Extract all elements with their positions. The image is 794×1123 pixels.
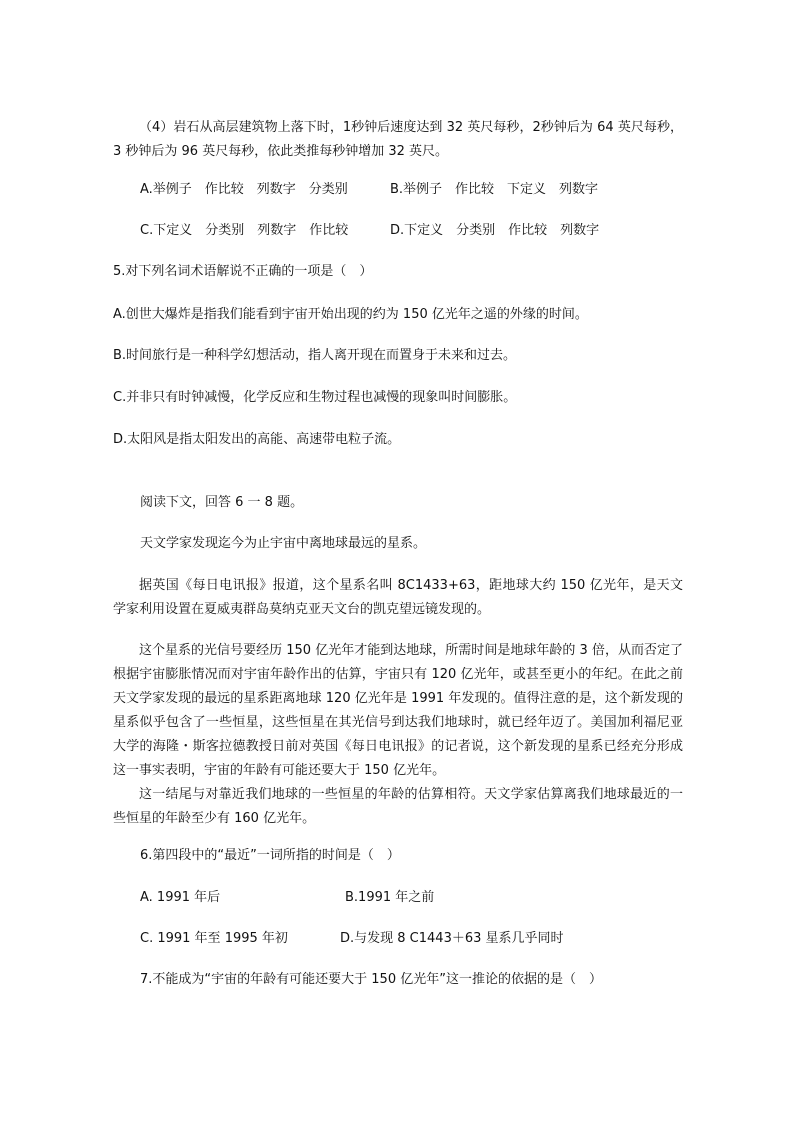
q6-option-b: B.1991 年之前 <box>345 890 435 905</box>
reading-paragraph-2: 这个星系的光信号要经历 150 亿光年才能到达地球，所需时间是地球年龄的 3 倍，从而否定了根据宇宙膨胀情况而对宇宙年龄作出的估算，宇宙只有 120 亿光年，或甚至更小的年纪。在此之前天文学家发现的最远的星系距离地球 120 亿光年是 1991 年发现的。值得注意的是，这个新发现的星系似乎包含了一些恒星，这些恒星在其光信号到达我们地球时，就已经年迈了。美国加利福尼亚大学的海隆・斯客拉德教授日前对英国《每日电讯报》的记者说，这个新发现的星系已经充分形成这一事实表明，宇宙的年龄有可能还要大于 150 亿光年。 <box>113 643 683 778</box>
q7-stem: 7.不能成为“宇宙的年龄有可能还要大于 150 亿光年”这一推论的依据的是（ ） <box>140 972 602 987</box>
q5-option-d: D.太阳风是指太阳发出的高能、高速带电粒子流。 <box>113 432 401 447</box>
reading-intro: 阅读下文，回答 6 一 8 题。 <box>140 495 304 510</box>
q5-option-a: A.创世大爆炸是指我们能看到宇宙开始出现的约为 150 亿光年之遥的外缘的时间。 <box>113 307 588 322</box>
q4-text: （4）岩石从高层建筑物上落下时，1秒钟后速度达到 32 英尺每秒，2秒钟后为 64 英尺每秒，3 秒钟后为 96 英尺每秒，依此类推每秒钟增加 32 英尺。 <box>113 120 683 159</box>
q4-options-row-1 <box>140 180 710 200</box>
q4-options-row-2 <box>140 221 710 241</box>
q4-option-b: B.举例子 作比较 下定义 列数字 <box>390 182 599 197</box>
q6-option-d: D.与发现 8 C1443＋63 星系几乎同时 <box>340 931 564 946</box>
reading-title: 天文学家发现迄今为止宇宙中离地球最远的星系。 <box>140 536 427 551</box>
q6-option-a: A. 1991 年后 <box>140 890 221 905</box>
q6-option-c: C. 1991 年至 1995 年初 <box>140 931 288 946</box>
q5-stem: 5.对下列名词术语解说不正确的一项是（ ） <box>113 264 373 279</box>
q5-option-c: C.并非只有时钟减慢，化学反应和生物过程也减慢的现象叫时间膨胀。 <box>113 390 517 405</box>
q4-option-c: C.下定义 分类别 列数字 作比较 <box>140 223 349 238</box>
q5-option-b: B.时间旅行是一种科学幻想活动，指人离开现在而置身于未来和过去。 <box>113 348 517 363</box>
reading-paragraph-1: 据英国《每日电讯报》报道，这个星系名叫 8C1433+63，距地球大约 150 亿光年，是天文学家利用设置在夏威夷群岛莫纳克亚天文台的凯克望远镜发现的。 <box>113 578 683 617</box>
q4-option-d: D.下定义 分类别 作比较 列数字 <box>390 223 600 238</box>
q4-option-a: A.举例子 作比较 列数字 分类别 <box>140 182 348 197</box>
q6-options-row-1 <box>140 888 710 908</box>
q6-options-row-2 <box>140 929 710 949</box>
reading-paragraph-3: 这一结尾与对靠近我们地球的一些恒星的年龄的估算相符。天文学家估算离我们地球最近的一些恒星的年龄至少有 160 亿光年。 <box>113 787 683 826</box>
q6-stem: 6.第四段中的“最近”一词所指的时间是（ ） <box>140 848 400 863</box>
